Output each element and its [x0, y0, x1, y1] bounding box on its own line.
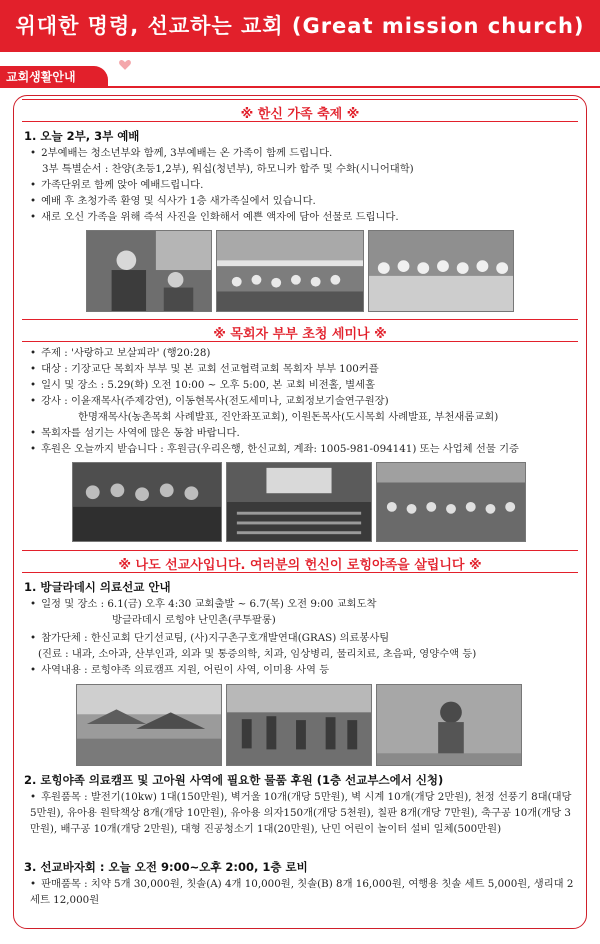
section-title-seminar: ※ 목회자 부부 초청 세미나 ※: [213, 327, 387, 342]
seminar-line: • 주제 : '사랑하고 보살피라' (행20:28): [30, 345, 576, 361]
section-rule: [22, 550, 578, 551]
family-line: 3부 특별순서 : 찬양(초등1,2부), 워십(청년부), 하모니카 합주 및 수화(시니어대학): [42, 163, 414, 175]
mission-line: (진료 : 내과, 소아과, 산부인과, 외과 및 통증의학, 치과, 임상병리, 물리치료, 초음파, 영양수액 등): [38, 648, 477, 660]
subheader-tab: 교회생활안내: [0, 66, 108, 88]
mission-donation: • 후원품목 : 발전기(10kw) 1대(150만원), 벽거울 10개(개당 5만원), 벽 시계 10개(개당 2만원), 천정 선풍기 8대(대당 5만원), 유아용 원탁책상 8개(개당 10만원), 유아용 의자150개(개당 5천원), 칠판 8개(개당 7만원), 축구공 10개(개당 3만원), 배구공 10개(개당 2만원), 대형 진공청소기 1대(20만원), 난민 어린이 놀이터 설비 일체(500만원): [30, 789, 576, 855]
mission-photo-3: [376, 684, 522, 766]
family-photo-1: [86, 230, 212, 312]
family-line: • 2부예배는 청소년부와 함께, 3부예배는 온 가족이 함께 드립니다.: [30, 145, 576, 161]
seminar-line: • 대상 : 기장교단 목회자 부부 및 본 교회 선교협력교회 목회자 부부 100커플: [30, 361, 576, 377]
seminar-line: • 목회자를 섬기는 사역에 많은 동참 바랍니다.: [30, 425, 576, 441]
subheader-bar: [0, 66, 600, 88]
page-banner: 위대한 명령, 선교하는 교회 (Great mission church): [0, 0, 600, 52]
seminar-photo-3: [376, 462, 526, 542]
seminar-line: • 강사 : 이윤재목사(주제강연), 이동현목사(전도세미나, 교회정보기술연구원장): [30, 393, 576, 409]
family-photo-3: [368, 230, 514, 312]
family-line: • 예배 후 초청가족 환영 및 식사가 1층 새가족실에서 있습니다.: [30, 193, 576, 209]
section-rule: [22, 319, 578, 320]
seminar-line: • 일시 및 장소 : 5.29(화) 오전 10:00 ~ 오후 5:00, 본 교회 비전홀, 별세홀: [30, 377, 576, 393]
mission-subtitle-3: 3. 선교바자회 : 오늘 오전 9:00~오후 2:00, 1층 로비: [24, 860, 308, 874]
seminar-line: • 후원은 오늘까지 받습니다 : 후원금(우리은행, 한신교회, 계좌: 1005-981-094141) 또는 사업체 선물 기증: [30, 441, 576, 457]
mission-photo-1: [76, 684, 222, 766]
mission-line: • 참가단체 : 한신교회 단기선교팀, (사)지구촌구호개발연대(GRAS) 의료봉사팀: [30, 630, 576, 646]
section-rule: [22, 341, 578, 342]
seminar-line: 한명재목사(농촌목회 사례발표, 진안좌포교회), 이원돈목사(도시목회 사례발표, 부천새롬교회): [78, 411, 499, 423]
family-photo-2: [216, 230, 364, 312]
mission-line: • 일정 및 장소 : 6.1(금) 오후 4:30 교회출발 ~ 6.7(목) 오전 9:00 교회도착: [30, 596, 576, 612]
mission-subtitle-2: 2. 로힝야족 의료캠프 및 고아원 사역에 필요한 물품 후원 (1층 선교부스에서 신청): [24, 773, 444, 787]
mission-subtitle-1: 1. 방글라데시 의료선교 안내: [24, 580, 171, 594]
section-title-mission: ※ 나도 선교사입니다. 여러분의 헌신이 로힝야족을 살립니다 ※: [118, 558, 482, 573]
mission-sale: • 판매품목 : 치약 5개 30,000원, 칫솔(A) 4개 10,000원, 칫솔(B) 8개 16,000원, 여행용 칫솔 세트 5,000원, 생리대 2세트 12,000원: [30, 876, 576, 910]
mission-line: 방글라데시 로힝야 난민촌(쿠투팔롱): [112, 614, 276, 626]
mission-line: • 사역내용 : 로힝야족 의료캠프 지원, 어린이 사역, 이미용 사역 등: [30, 662, 576, 678]
section-rule: [22, 572, 578, 573]
section-rule: [22, 99, 578, 100]
family-subtitle: 1. 오늘 2부, 3부 예배: [24, 129, 140, 143]
family-line: • 가족단위로 함께 앉아 예배드립니다.: [30, 177, 576, 193]
family-line: • 새로 오신 가족을 위해 즉석 사진을 인화해서 예쁜 액자에 담아 선물로 드립니다.: [30, 209, 576, 225]
section-rule: [22, 121, 578, 122]
seminar-photo-2: [226, 462, 372, 542]
section-title-family: ※ 한신 가족 축제 ※: [240, 107, 360, 122]
mission-photo-2: [226, 684, 372, 766]
seminar-photo-1: [72, 462, 222, 542]
